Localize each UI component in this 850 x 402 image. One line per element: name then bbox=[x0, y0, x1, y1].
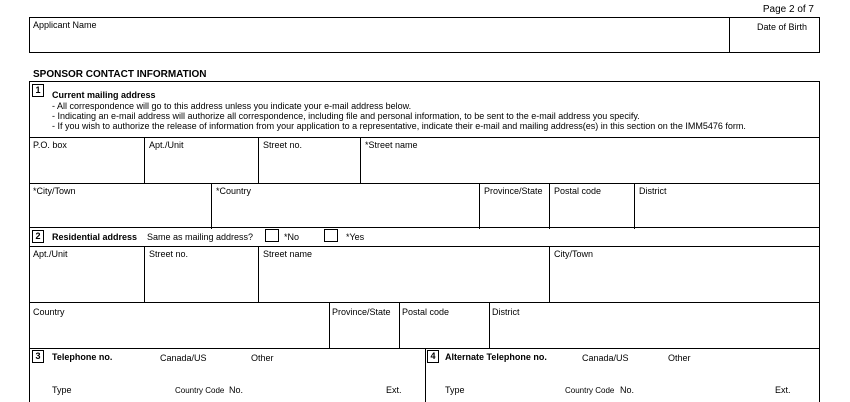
alt-telephone-canada-us-label[interactable]: Canada/US bbox=[582, 353, 629, 363]
mailing-row-2 bbox=[30, 183, 819, 229]
mailing-city-field[interactable] bbox=[30, 183, 212, 229]
telephone-type-label: Type bbox=[52, 385, 72, 395]
alt-telephone-other-label[interactable]: Other bbox=[668, 353, 691, 363]
alt-telephone-ext-label: Ext. bbox=[775, 385, 791, 395]
residential-apt-unit-label: Apt./Unit bbox=[33, 249, 68, 259]
residential-street-no-label: Street no. bbox=[149, 249, 189, 259]
residential-apt-unit-field[interactable] bbox=[30, 246, 145, 302]
section-2-number: 2 bbox=[32, 230, 44, 243]
telephone-title: Telephone no. bbox=[52, 352, 113, 362]
residential-no-checkbox[interactable] bbox=[265, 229, 279, 242]
residential-district-field[interactable] bbox=[490, 302, 819, 348]
residential-country-field[interactable] bbox=[30, 302, 330, 348]
alt-telephone-no-label: No. bbox=[620, 385, 635, 395]
residential-no-label: *No bbox=[284, 232, 300, 242]
mailing-street-name-label: *Street name bbox=[365, 140, 418, 150]
residential-country-label: Country bbox=[33, 307, 65, 317]
alt-telephone-section bbox=[425, 348, 819, 402]
residential-postal-field[interactable] bbox=[400, 302, 490, 348]
section-1-number: 1 bbox=[32, 84, 44, 97]
residential-street-name-label: Street name bbox=[263, 249, 313, 259]
mailing-country-field[interactable] bbox=[212, 183, 480, 229]
mailing-street-no-label: Street no. bbox=[263, 140, 303, 150]
po-box-field[interactable] bbox=[30, 137, 145, 183]
po-box-label: P.O. box bbox=[33, 140, 67, 150]
section-3-number: 3 bbox=[32, 350, 44, 363]
mailing-apt-unit-field[interactable] bbox=[145, 137, 259, 183]
date-of-birth-field[interactable] bbox=[730, 18, 819, 52]
residential-province-field[interactable] bbox=[330, 302, 400, 348]
section-title: SPONSOR CONTACT INFORMATION bbox=[33, 69, 207, 80]
residential-district-label: District bbox=[492, 307, 520, 317]
mailing-district-label: District bbox=[639, 186, 667, 196]
residential-street-no-field[interactable] bbox=[145, 246, 259, 302]
residential-postal-label: Postal code bbox=[402, 307, 450, 317]
mailing-country-label: *Country bbox=[216, 186, 252, 196]
residential-city-label: City/Town bbox=[554, 249, 594, 259]
section-4-number: 4 bbox=[427, 350, 439, 363]
same-as-mailing-label: Same as mailing address? bbox=[147, 232, 254, 242]
sponsor-contact-form bbox=[29, 81, 820, 402]
mailing-postal-label: Postal code bbox=[554, 186, 602, 196]
telephone-canada-us-label[interactable]: Canada/US bbox=[160, 353, 207, 363]
mailing-address-title: Current mailing address bbox=[52, 90, 156, 100]
mailing-postal-field[interactable] bbox=[550, 183, 635, 229]
residential-row-2 bbox=[30, 302, 819, 348]
residential-address-title: Residential address bbox=[52, 232, 138, 242]
applicant-name-label: Applicant Name bbox=[33, 20, 97, 30]
mailing-city-label: *City/Town bbox=[33, 186, 76, 196]
mailing-note-3: - If you wish to authorize the release of information from your application to a representative, indicate their e-mail and mailing address(es) in this section on the IMM5476 form. bbox=[52, 121, 746, 131]
mailing-province-field[interactable] bbox=[480, 183, 550, 229]
telephone-ext-label: Ext. bbox=[386, 385, 402, 395]
alt-telephone-type-label: Type bbox=[445, 385, 465, 395]
dob-label: Date of Birth bbox=[756, 22, 807, 32]
mailing-note-1: - All correspondence will go to this address unless you indicate your e-mail address below. bbox=[52, 101, 412, 111]
telephone-country-code-label: Country Code bbox=[175, 386, 225, 395]
mailing-note-2: - Indicating an e-mail address will authorize all correspondence, including file and personal information, to be sent to the e-mail address you specify. bbox=[52, 111, 640, 121]
residential-yes-label: *Yes bbox=[346, 232, 365, 242]
mailing-district-field[interactable] bbox=[635, 183, 819, 229]
page-label: Page 2 of 7 bbox=[762, 4, 814, 15]
alt-telephone-title: Alternate Telephone no. bbox=[445, 352, 547, 362]
residential-city-field[interactable] bbox=[550, 246, 819, 302]
residential-yes-checkbox[interactable] bbox=[324, 229, 338, 242]
mailing-street-no-field[interactable] bbox=[259, 137, 361, 183]
mailing-street-name-field[interactable] bbox=[361, 137, 819, 183]
telephone-section bbox=[30, 348, 425, 402]
mailing-row-1 bbox=[30, 137, 819, 183]
mailing-province-label: Province/State bbox=[484, 186, 543, 196]
residential-row-1 bbox=[30, 246, 819, 302]
alt-telephone-country-code-label: Country Code bbox=[565, 386, 615, 395]
applicant-header-box bbox=[29, 17, 820, 53]
telephone-no-label: No. bbox=[229, 385, 244, 395]
applicant-name-field[interactable] bbox=[30, 18, 730, 52]
residential-province-label: Province/State bbox=[332, 307, 391, 317]
residential-street-name-field[interactable] bbox=[259, 246, 550, 302]
telephone-other-label[interactable]: Other bbox=[251, 353, 274, 363]
mailing-apt-unit-label: Apt./Unit bbox=[149, 140, 184, 150]
